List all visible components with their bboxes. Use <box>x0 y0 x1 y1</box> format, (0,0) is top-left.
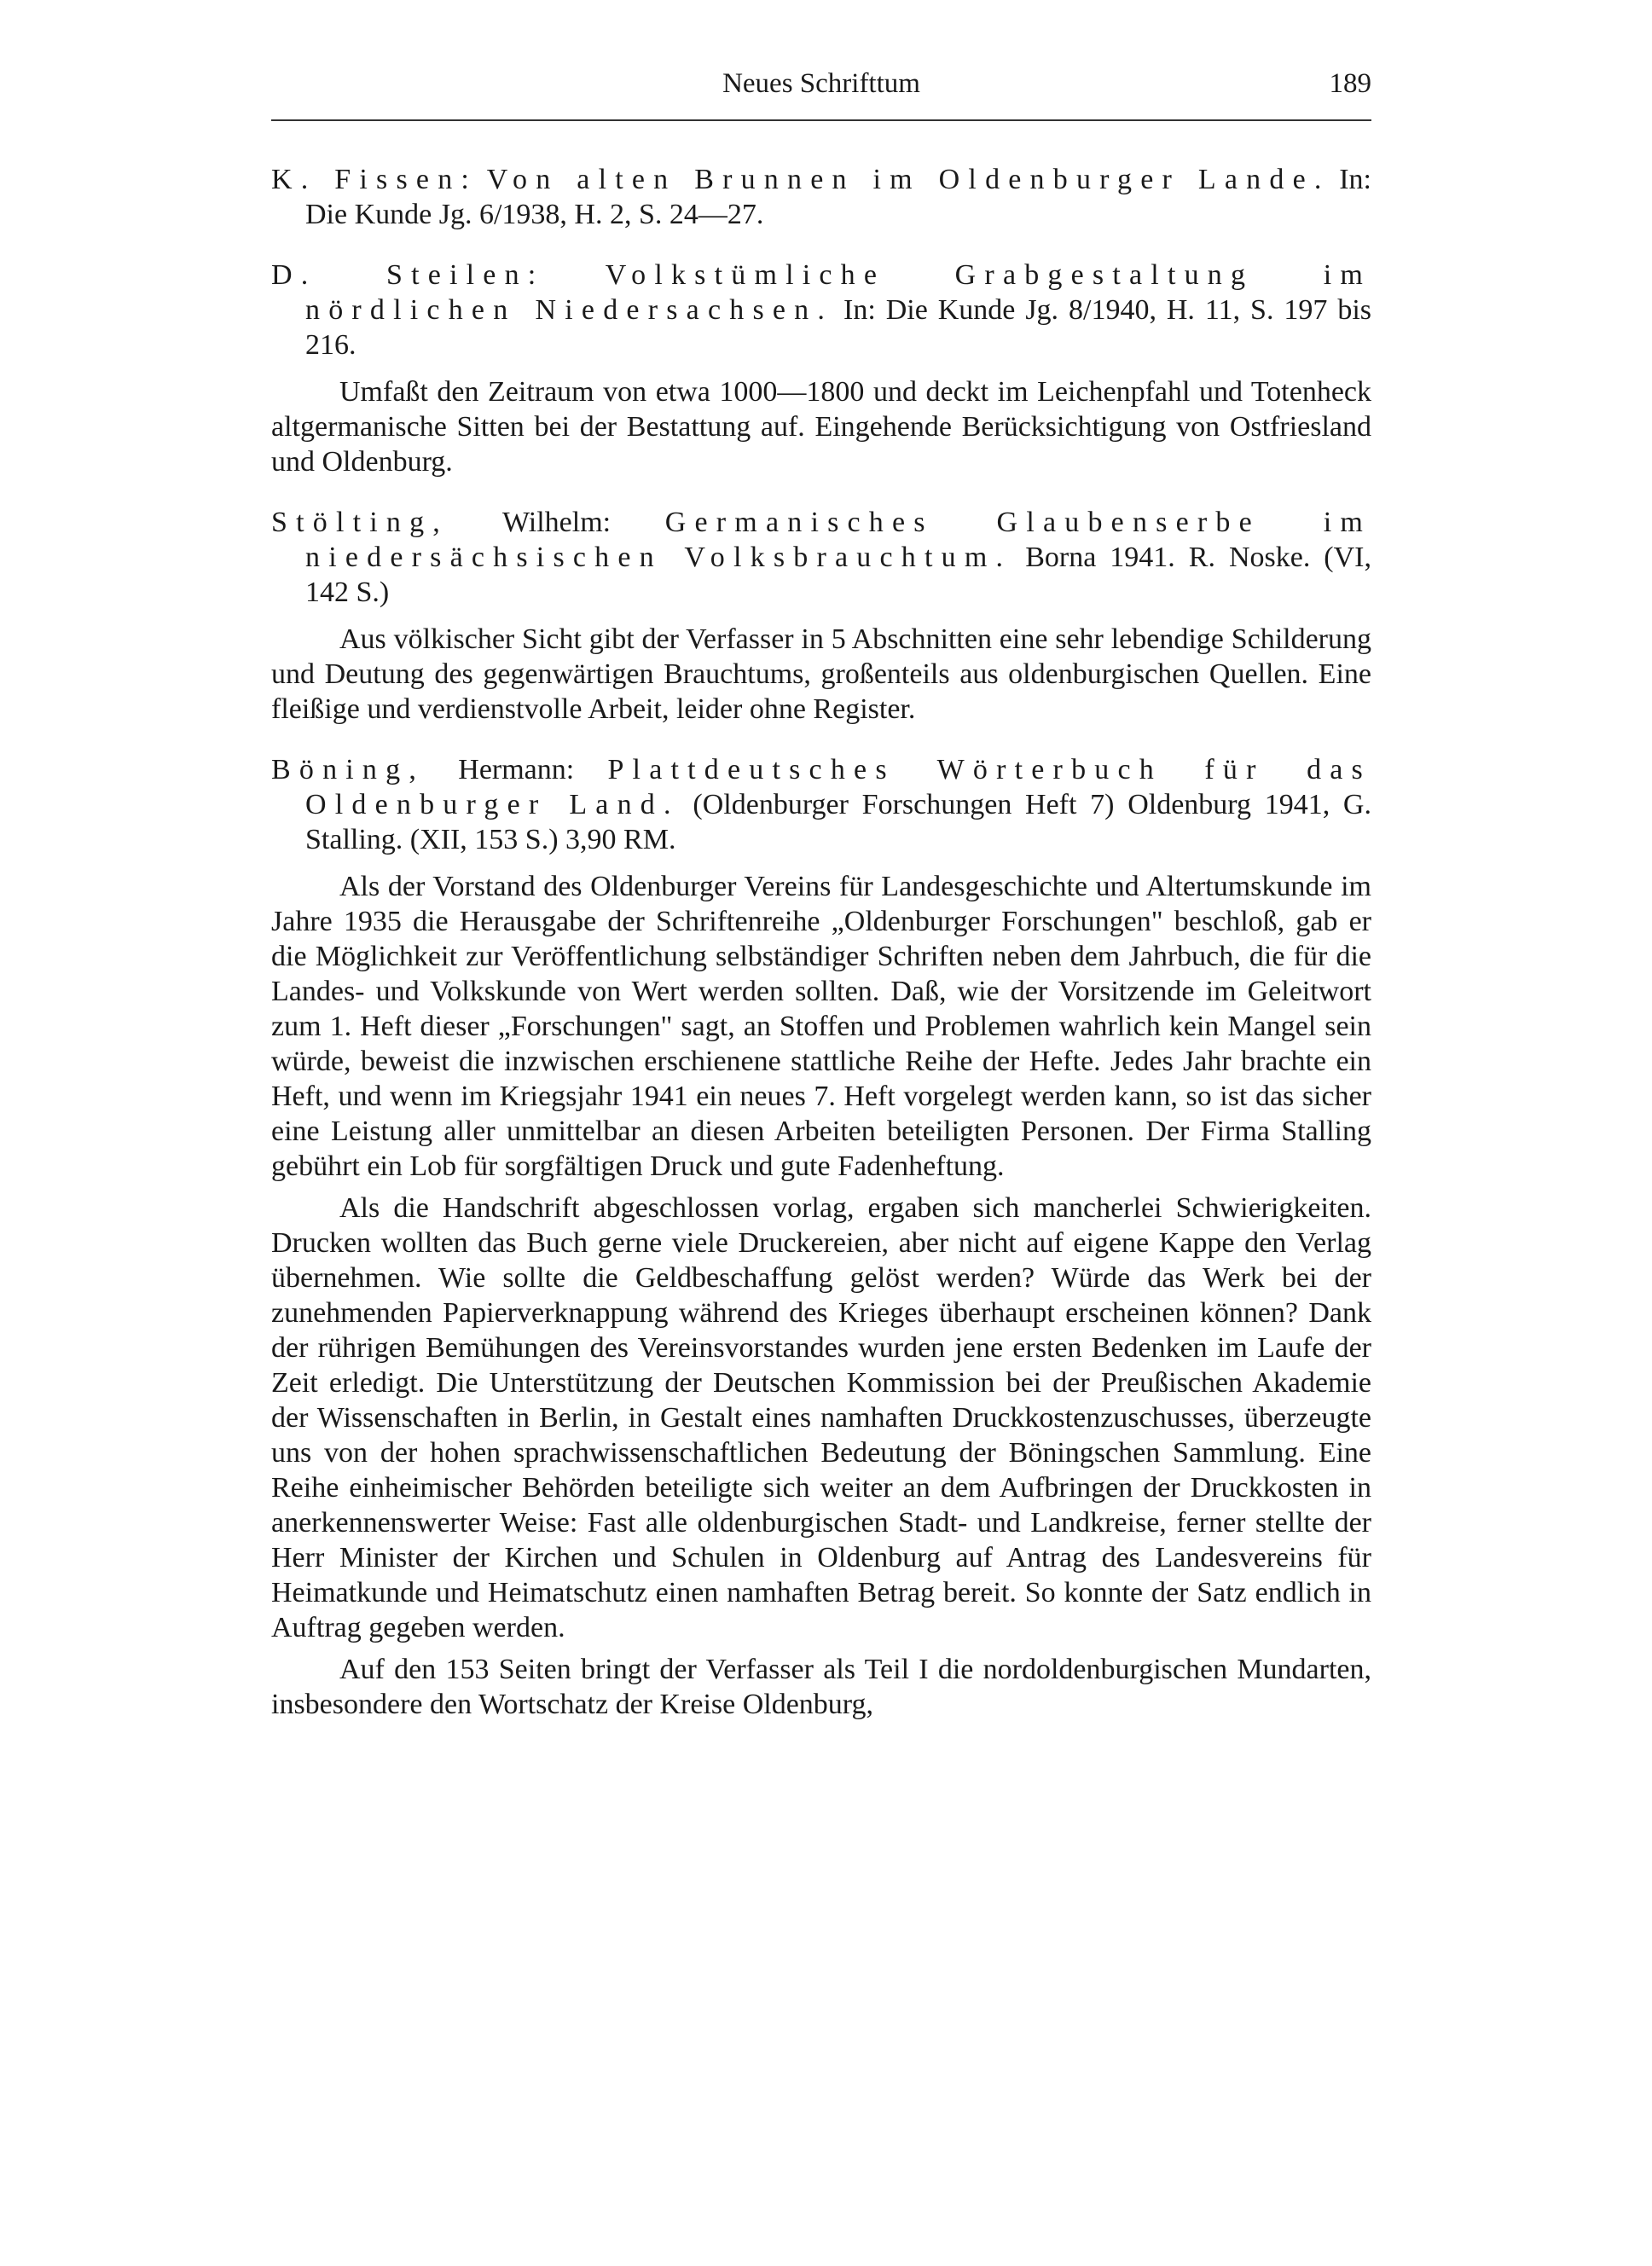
entry-description: Aus völkischer Sicht gibt der Verfasser in 5 Abschnitten eine sehr lebendige Schilderung und Deutung des gegenwärtigen Brauchtums, großenteils aus oldenburgischen Quellen. Eine fleißige und verdienstvolle Arbeit, leider ohne Register. <box>271 623 1371 725</box>
entry-author-forename: Wilhelm: <box>502 507 612 538</box>
entry-title: Plattdeutsches Wörterbuch für das Oldenburger Land. <box>305 754 1371 820</box>
entry-author: Böning, <box>271 754 426 785</box>
entry-description: Umfaßt den Zeitraum von etwa 1000—1800 und deckt im Leichenpfahl und Totenheck altgermanische Sitten bei der Bestattung auf. Eingehende Berücksichtigung von Ostfriesland und Oldenburg. <box>271 376 1371 478</box>
entry-details: In: Die Kunde Jg. 8/1940, H. 11, S. 197 bis 216. <box>305 294 1372 361</box>
page-number: 189 <box>1329 68 1371 99</box>
bibliography-entry <box>271 162 1371 232</box>
citation <box>271 258 1371 362</box>
bibliography-entry <box>271 752 1371 1722</box>
review-paragraph: Auf den 153 Seiten bringt der Verfasser als Teil I die nordoldenburgischen Mundarten, insbesondere den Wortschatz der Kreise Oldenburg, <box>271 1654 1371 1720</box>
entry-author-forename: Hermann: <box>458 754 575 785</box>
entry-details: In: Die Kunde Jg. 6/1938, H. 2, S. 24—27. <box>305 164 1371 230</box>
review-paragraph: Als die Handschrift abgeschlossen vorlag, ergaben sich mancherlei Schwierigkeiten. Drucken wollten das Buch gerne viele Druckereien, aber nicht auf eigene Kappe den Verlag übernehmen. Wie sollte die Geldbeschaffung gelöst werden? Würde das Werk bei der zunehmenden Papierverknappung während des Krieges überhaupt erscheinen können? Dank der rührigen Bemühungen des Vereinsvorstandes wurden jene ersten Bedenken im Laufe der Zeit erledigt. Die Unterstützung der Deutschen Kommission bei der Preußischen Akademie der Wissenschaften in Berlin, in Gestalt eines namhaften Druckkostenzuschusses, überzeugte uns von der hohen sprachwissenschaftlichen Bedeutung der Böningschen Sammlung. Eine Reihe einheimischer Behörden beteiligte sich weiter an dem Aufbringen der Druckkosten in anerkennenswerter Weise: Fast alle oldenburgischen Stadt- und Landkreise, ferner stellte der Herr Minister der Kirchen und Schulen in Oldenburg auf Antrag des Landesvereins für Heimatkunde und Heimatschutz einen namhaften Betrag bereit. So konnte der Satz endlich in Auftrag gegeben werden. <box>271 1192 1371 1643</box>
citation <box>271 752 1371 857</box>
entry-details: (Oldenburger Forschungen Heft 7) Oldenburg 1941, G. Stalling. (XII, 153 S.) 3,90 RM. <box>305 789 1371 855</box>
review-paragraph: Als der Vorstand des Oldenburger Vereins für Landesgeschichte und Altertumskunde im Jahre 1935 die Herausgabe der Schriftenreihe „Oldenburger Forschungen" beschloß, gab er die Möglichkeit zur Veröffentlichung selbständiger Schriften neben dem Jahrbuch, die für die Landes- und Volkskunde von Wert werden sollten. Daß, wie der Vorsitzende im Geleitwort zum 1. Heft dieser „Forschungen" sagt, an Stoffen und Problemen wahrlich kein Mangel sein würde, beweist die inzwischen erschienene stattliche Reihe der Hefte. Jedes Jahr brachte ein Heft, und wenn im Kriegsjahr 1941 ein neues 7. Heft vorgelegt werden kann, so ist das sicher eine Leistung aller unmittelbar an diesen Arbeiten beteiligten Personen. Der Firma Stalling gebührt ein Lob für sorgfältigen Druck und gute Fadenheftung. <box>271 871 1371 1182</box>
header-rule <box>271 119 1371 121</box>
citation <box>271 162 1371 232</box>
bibliography-entry <box>271 505 1371 727</box>
entry-title: Von alten Brunnen im Oldenburger Lande. <box>486 164 1330 195</box>
running-title: Neues Schrifttum <box>722 68 920 99</box>
entry-details: Borna 1941. R. Noske. (VI, 142 S.) <box>305 542 1372 608</box>
entry-title: Volkstümliche Grabgestaltung im nördlichen Niedersachsen. <box>305 259 1371 326</box>
entry-author: Stölting, <box>271 507 449 538</box>
citation <box>271 505 1371 610</box>
entry-author: K. Fissen: <box>271 164 478 195</box>
entry-title: Germanisches Glaubenserbe im niedersächsischen Volksbrauchtum. <box>305 507 1372 573</box>
entry-author: D. Steilen: <box>271 259 545 291</box>
bibliography-entry <box>271 258 1371 479</box>
book-page <box>271 60 1371 1747</box>
running-header <box>271 60 1371 111</box>
